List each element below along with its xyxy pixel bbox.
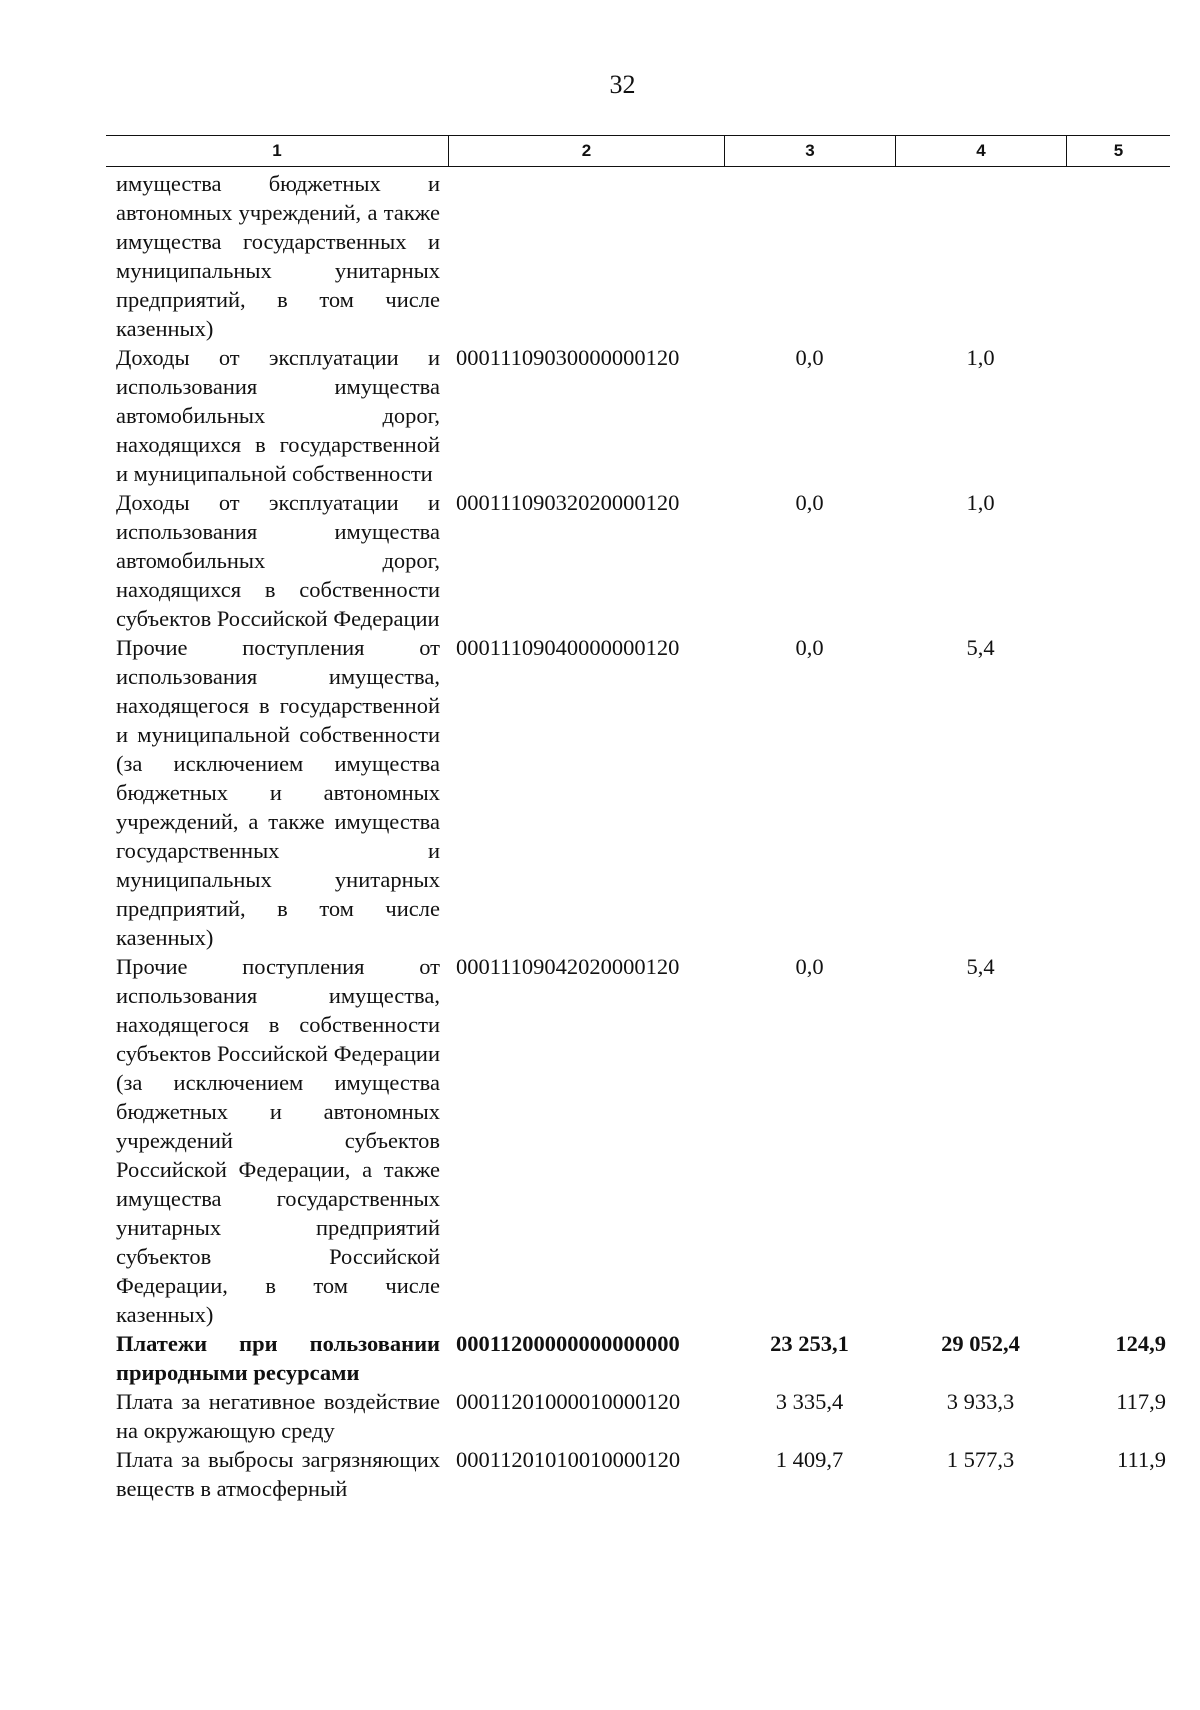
row-budget-code: 00011109042020000120 [456, 954, 680, 979]
row-description: Прочие поступления от использования имущества, находящегося в государственной и муниципальной собственности (за исключением имущества бюджетных и автономных учреждений, а также имущества государственных и муниципальных унитарных предприятий, в том числе казенных) [116, 635, 440, 950]
row-value-col5: 111,9 [1117, 1447, 1166, 1472]
table-row [106, 488, 1170, 633]
column-numbers-header [106, 135, 1170, 167]
row-description: Платежи при пользовании природными ресурсами [116, 1331, 440, 1385]
table-body [106, 169, 1170, 1503]
row-value-col5: 117,9 [1116, 1389, 1166, 1414]
row-value-col3: 0,0 [795, 954, 824, 979]
row-value-col4: 1 577,3 [946, 1447, 1015, 1472]
revenue-table [106, 135, 1170, 1503]
row-value-col5: 124,9 [1115, 1331, 1166, 1356]
row-description: Плата за негативное воздействие на окружающую среду [116, 1389, 440, 1443]
table-row [106, 343, 1170, 488]
row-value-col3: 1 409,7 [775, 1447, 844, 1472]
table-row [106, 169, 1170, 343]
row-description: имущества бюджетных и автономных учреждений, а также имущества государственных и муниципальных унитарных предприятий, в том числе казенных) [116, 171, 440, 341]
row-description: Доходы от эксплуатации и использования имущества автомобильных дорог, находящихся в собственности субъектов Российской Федерации [116, 490, 440, 631]
row-value-col4: 1,0 [966, 490, 995, 515]
table-row [106, 1329, 1170, 1387]
row-budget-code: 00011109040000000120 [456, 635, 680, 660]
page-number: 32 [609, 70, 636, 99]
column-number-3: 3 [724, 136, 895, 166]
table-row [106, 1445, 1170, 1503]
row-value-col3: 0,0 [795, 490, 824, 515]
row-budget-code: 00011109032020000120 [456, 490, 680, 515]
column-number-5: 5 [1066, 136, 1170, 166]
row-value-col4: 3 933,3 [946, 1389, 1015, 1414]
table-row [106, 952, 1170, 1329]
row-budget-code: 00011109030000000120 [456, 345, 680, 370]
row-value-col3: 0,0 [795, 345, 824, 370]
column-number-4: 4 [895, 136, 1066, 166]
row-description: Прочие поступления от использования имущества, находящегося в собственности субъектов Российской Федерации (за исключением имущества бюджетных и автономных учреждений субъектов Российской Федерации, а также имущества государственных унитарных предприятий субъектов Российской Федерации, в том числе казенных) [116, 954, 440, 1327]
row-budget-code: 00011201010010000120 [456, 1447, 681, 1472]
row-value-col3: 23 253,1 [770, 1331, 849, 1356]
row-budget-code: 00011201000010000120 [456, 1389, 681, 1414]
row-value-col3: 3 335,4 [775, 1389, 844, 1414]
row-value-col4: 1,0 [966, 345, 995, 370]
row-description: Доходы от эксплуатации и использования имущества автомобильных дорог, находящихся в государственной и муниципальной собственности [116, 345, 440, 486]
column-number-1: 1 [272, 141, 282, 160]
row-budget-code: 00011200000000000000 [456, 1331, 680, 1356]
row-description: Плата за выбросы загрязняющих веществ в атмосферный [116, 1447, 440, 1501]
column-number-2: 2 [448, 136, 724, 166]
table-row [106, 1387, 1170, 1445]
table-row [106, 633, 1170, 952]
row-value-col4: 5,4 [966, 635, 995, 660]
row-value-col4: 29 052,4 [941, 1331, 1020, 1356]
row-value-col3: 0,0 [795, 635, 824, 660]
row-value-col4: 5,4 [966, 954, 995, 979]
